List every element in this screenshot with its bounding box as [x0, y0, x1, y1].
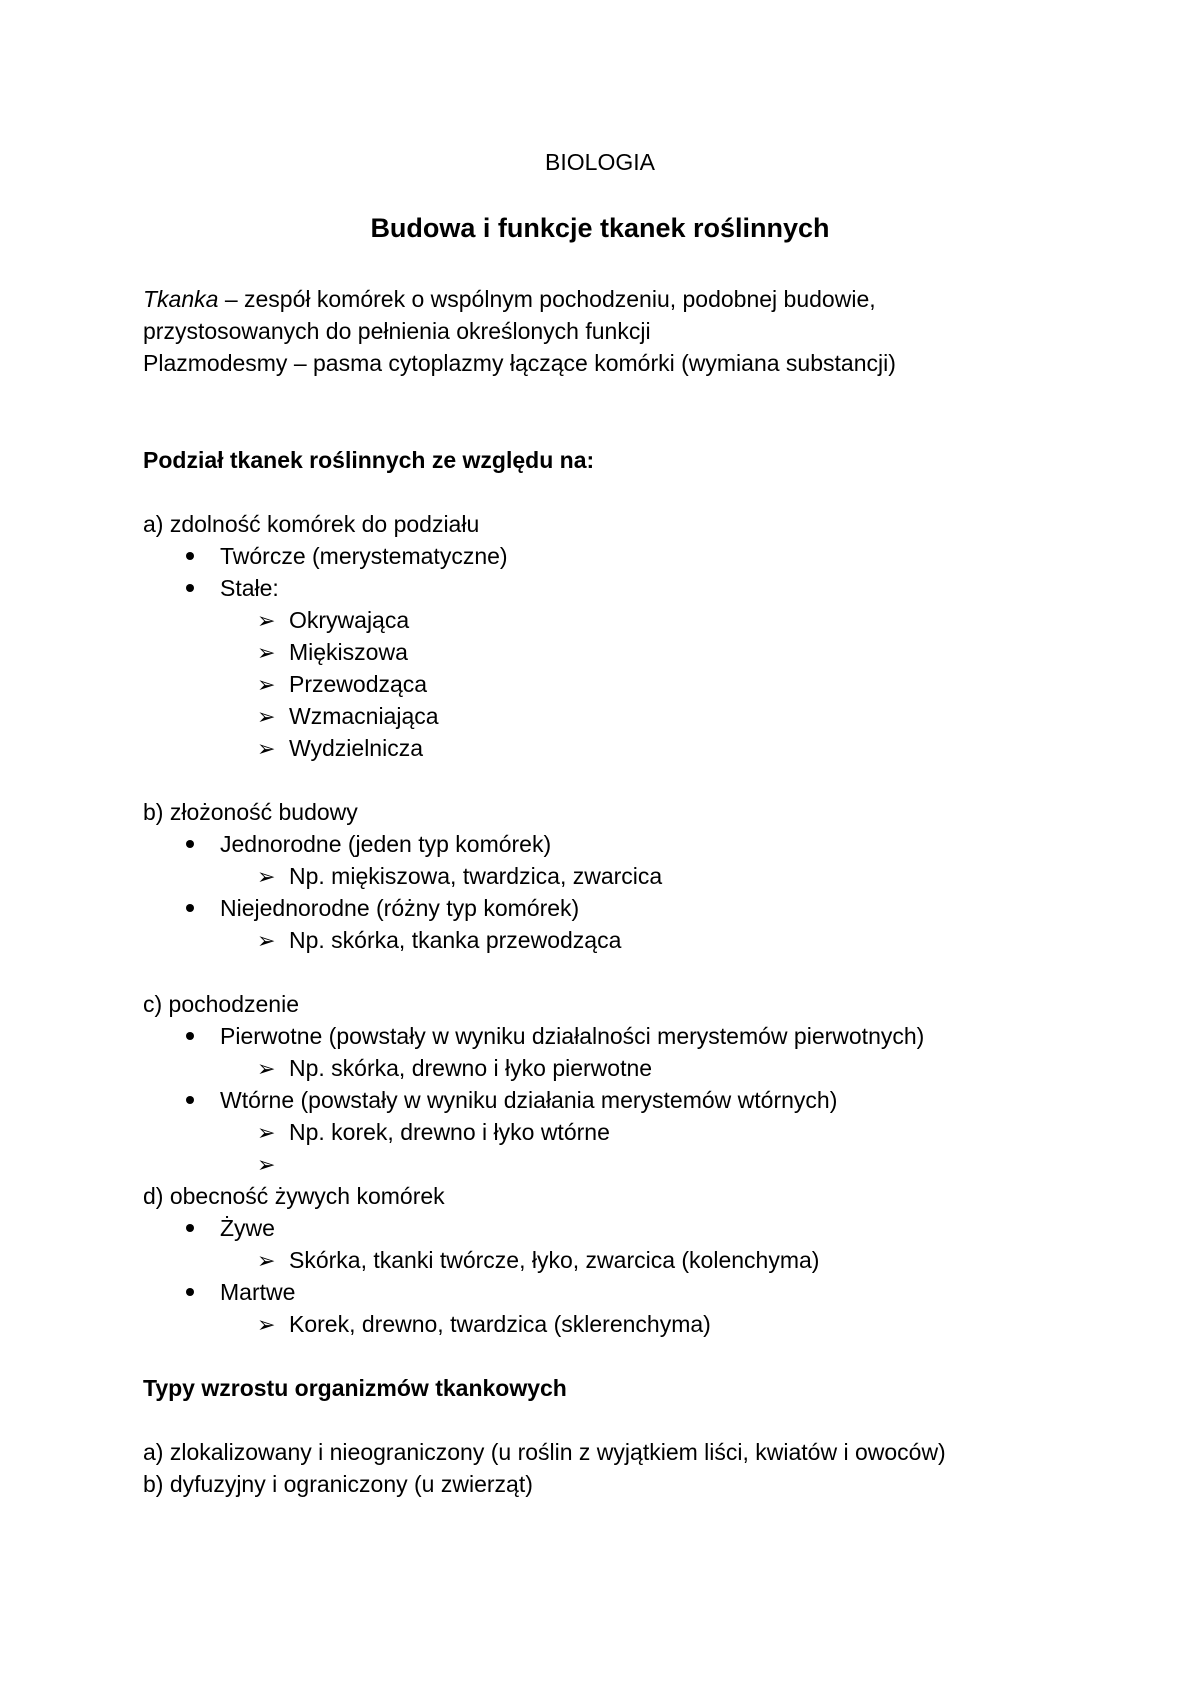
- sub-list-item: ➢ Np. skórka, drewno i łyko pierwotne: [257, 1052, 652, 1085]
- bullet-icon: [186, 1032, 194, 1040]
- sub-list-item-empty: [257, 1148, 289, 1181]
- definition-line-2: przystosowanych do pełnienia określonych funkcji: [143, 318, 651, 344]
- sub-list-item: ➢ Miękiszowa: [257, 636, 408, 669]
- division-heading: Podział tkanek roślinnych ze względu na:: [143, 447, 595, 473]
- section-c-label: c) pochodzenie: [143, 991, 299, 1017]
- list-item: Stałe:: [186, 572, 279, 604]
- arrow-bullet-icon: ➢: [257, 704, 276, 729]
- bullet-icon: [186, 840, 194, 848]
- list-item: Żywe: [186, 1212, 275, 1244]
- definition-line-3: Plazmodesmy – pasma cytoplazmy łączące komórki (wymiana substancji): [143, 350, 896, 376]
- arrow-bullet-icon: ➢: [257, 672, 276, 697]
- growth-item-b: b) dyfuzyjny i ograniczony (u zwierząt): [143, 1471, 533, 1497]
- subject-label: BIOLOGIA: [545, 149, 655, 175]
- arrow-bullet-icon: ➢: [257, 864, 276, 889]
- section-d-label: d) obecność żywych komórek: [143, 1183, 445, 1209]
- list-item: Niejednorodne (różny typ komórek): [186, 892, 579, 924]
- definition-rest: – zespół komórek o wspólnym pochodzeniu, podobnej budowie,: [218, 286, 876, 312]
- definition-line-1: [143, 283, 876, 315]
- list-item: Jednorodne (jeden typ komórek): [186, 828, 551, 860]
- list-item: Twórcze (merystematyczne): [186, 540, 508, 572]
- section-a-label: a) zdolność komórek do podziału: [143, 511, 480, 537]
- sub-list-item: ➢ Np. miękiszowa, twardzica, zwarcica: [257, 860, 662, 893]
- sub-list-item: ➢ Wydzielnicza: [257, 732, 423, 765]
- arrow-bullet-icon: ➢: [257, 1056, 276, 1081]
- list-item: Pierwotne (powstały w wyniku działalności merystemów pierwotnych): [186, 1020, 924, 1052]
- sub-list-item: ➢ Korek, drewno, twardzica (sklerenchyma): [257, 1308, 711, 1341]
- bullet-icon: [186, 1288, 194, 1296]
- sub-list-item: ➢ Np. skórka, tkanka przewodząca: [257, 924, 621, 957]
- bullet-icon: [186, 584, 194, 592]
- list-item: Wtórne (powstały w wyniku działania merystemów wtórnych): [186, 1084, 837, 1116]
- arrow-bullet-icon: ➢: [257, 1120, 276, 1145]
- arrow-bullet-icon: ➢: [257, 608, 276, 633]
- growth-heading: Typy wzrostu organizmów tkankowych: [143, 1375, 567, 1401]
- arrow-bullet-icon: ➢: [257, 928, 276, 953]
- sub-list-item: ➢ Skórka, tkanki twórcze, łyko, zwarcica (kolenchyma): [257, 1244, 819, 1277]
- bullet-icon: [186, 552, 194, 560]
- bullet-icon: [186, 1224, 194, 1232]
- growth-item-a: a) zlokalizowany i nieograniczony (u roślin z wyjątkiem liści, kwiatów i owoców): [143, 1439, 946, 1465]
- page-title: Budowa i funkcje tkanek roślinnych: [370, 213, 830, 243]
- sub-list-item: ➢ Przewodząca: [257, 668, 427, 701]
- sub-list-item: ➢ Okrywająca: [257, 604, 409, 637]
- sub-list-item: ➢ Np. korek, drewno i łyko wtórne: [257, 1116, 610, 1149]
- arrow-bullet-icon: ➢: [257, 1248, 276, 1273]
- arrow-bullet-icon: ➢: [257, 1312, 276, 1337]
- sub-list-item: ➢ Wzmacniająca: [257, 700, 439, 733]
- arrow-bullet-icon: ➢: [257, 736, 276, 761]
- bullet-icon: [186, 904, 194, 912]
- section-b-label: b) złożoność budowy: [143, 799, 358, 825]
- bullet-icon: [186, 1096, 194, 1104]
- arrow-bullet-icon: ➢: [257, 640, 276, 665]
- definition-term: Tkanka: [143, 286, 219, 312]
- arrow-bullet-icon: ➢: [257, 1152, 276, 1177]
- list-item: Martwe: [186, 1276, 295, 1308]
